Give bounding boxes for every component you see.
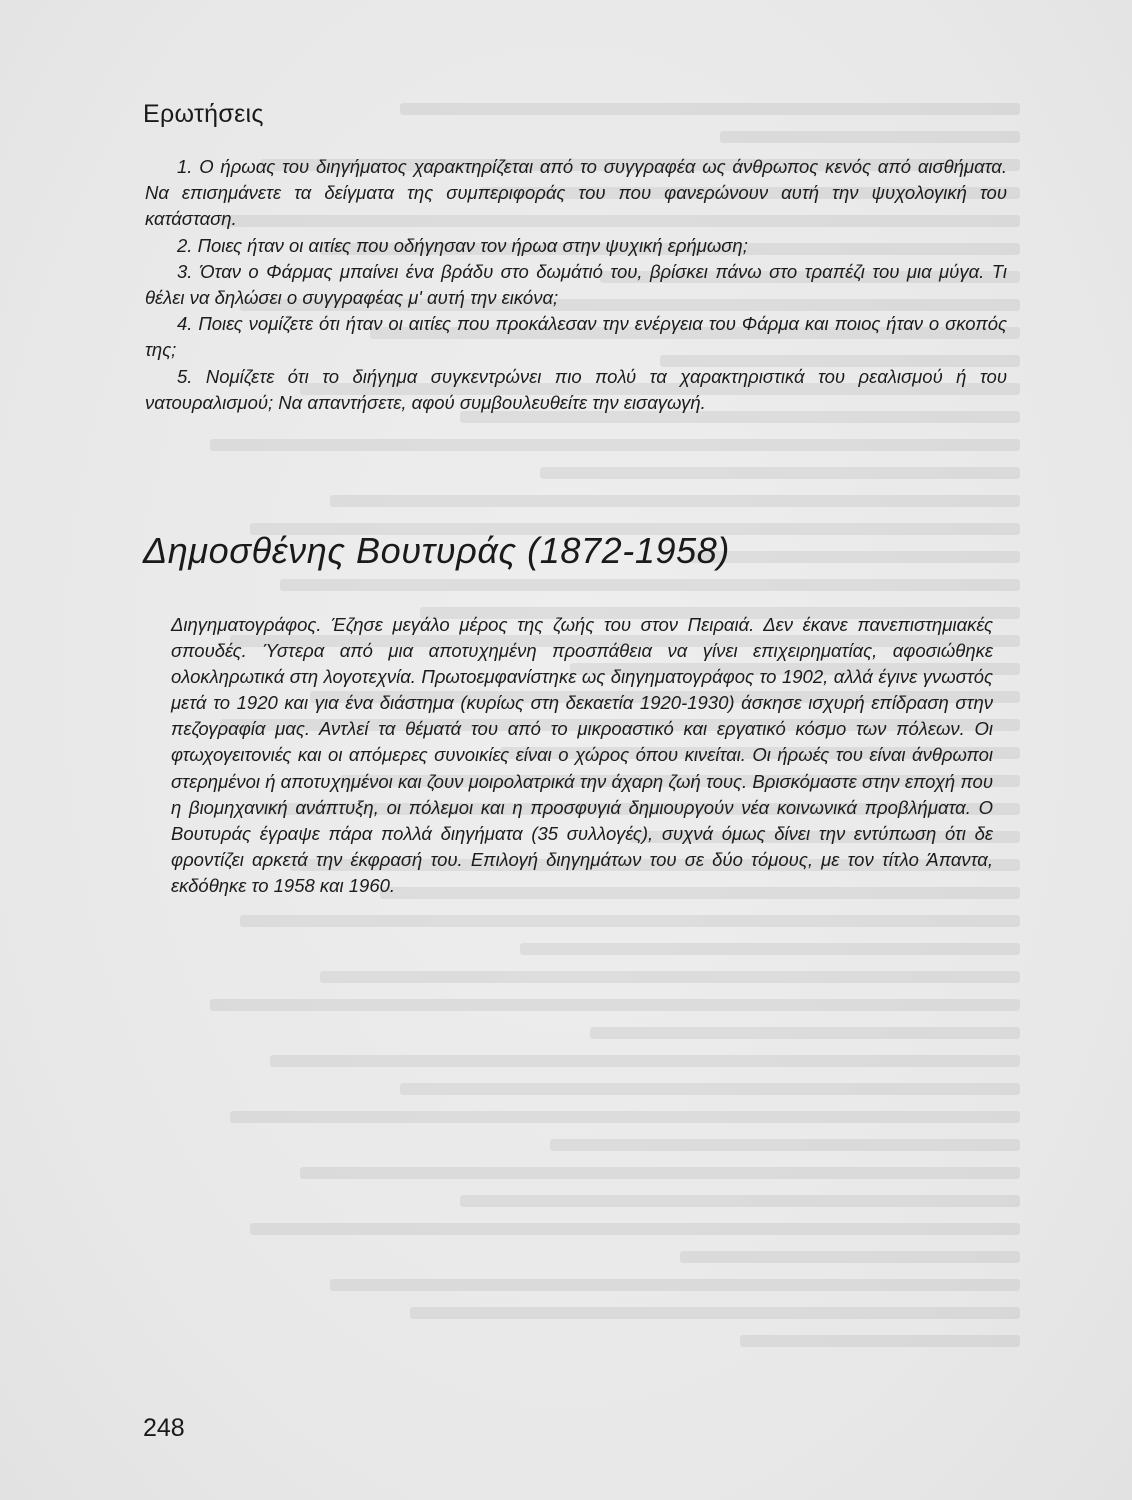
- question-item: 5. Νομίζετε ότι το διήγημα συγκεντρώνει πιο πολύ τα χαρακτηριστικά του ρεαλισμού ή του νατουραλισμού; Να απαντήσετε, αφού συμβουλευθείτε την εισαγωγή.: [145, 365, 1007, 413]
- page-number: 248: [143, 1414, 185, 1442]
- author-biography: Διηγηματογράφος. Έζησε μεγάλο μέρος της ζωής του στον Πειραιά. Δεν έκανε πανεπιστημιακές σπουδές. Ύστερα από μια αποτυχημένη προσπάθεια να γίνει επιχειρηματίας, αφοσιώθηκε ολοκληρωτικά στη λογοτεχνία. Πρωτοεμφανίστηκε ως διηγηματογράφος το 1902, αλλά έγινε γνωστός μετά το 1920 και για ένα διάστημα (κυρίως στη δεκαετία 1920-1930) άσκησε ισχυρή επίδραση στην πεζογραφία μας. Αντλεί τα θέματά του από το μικροαστικό και εργατικό κόσμο των πόλεων. Οι φτωχογειτονιές και οι απόμερες συνοικίες είναι ο χώρος όπου κινείται. Οι ήρωές του είναι άνθρωποι στερημένοι ή αποτυχημένοι και ζουν μοιρολατρικά την άχαρη ζωή τους. Βρισκόμαστε στην εποχή που η βιομηχανική ανάπτυξη, οι πόλεμοι και η προσφυγιά δημιουργούν νέα κοινωνικά προβλήματα. Ο Βουτυράς έγραψε πάρα πολλά διηγήματα (35 συλλογές), συχνά όμως δίνει την εντύπωση ότι δε φροντίζει αρκετά την έκφρασή του. Επιλογή διηγημάτων του σε δύο τόμους, με τον τίτλο Άπαντα, εκδόθηκε το 1958 και 1960.: [171, 614, 993, 896]
- author-title: Δημοσθένης Βουτυράς (1872-1958): [143, 530, 730, 571]
- question-item: 1. Ο ήρωας του διηγήματος χαρακτηρίζεται από το συγγραφέα ως άνθρωπος κενός από αισθήματα. Να επισημάνετε τα δείγματα της συμπεριφοράς του που φανερώνουν αυτή την ψυχολογική του κατάσταση.: [145, 156, 1007, 230]
- question-item: 3. Όταν ο Φάρμας μπαίνει ένα βράδυ στο δωμάτιό του, βρίσκει πάνω στο τραπέζι του μια μύγα. Τι θέλει να δηλώσει ο συγγραφέας μ' αυτή την εικόνα;: [145, 260, 1007, 309]
- question-item: 2. Ποιες ήταν οι αιτίες που οδήγησαν τον ήρωα στην ψυχική ερήμωση;: [177, 234, 748, 256]
- question-item: 4. Ποιες νομίζετε ότι ήταν οι αιτίες που προκάλεσαν την ενέργεια του Φάρμα και ποιος ήταν ο σκοπός της;: [145, 313, 1007, 361]
- questions-list: [145, 154, 1007, 416]
- questions-heading: Ερωτήσεις: [143, 100, 264, 128]
